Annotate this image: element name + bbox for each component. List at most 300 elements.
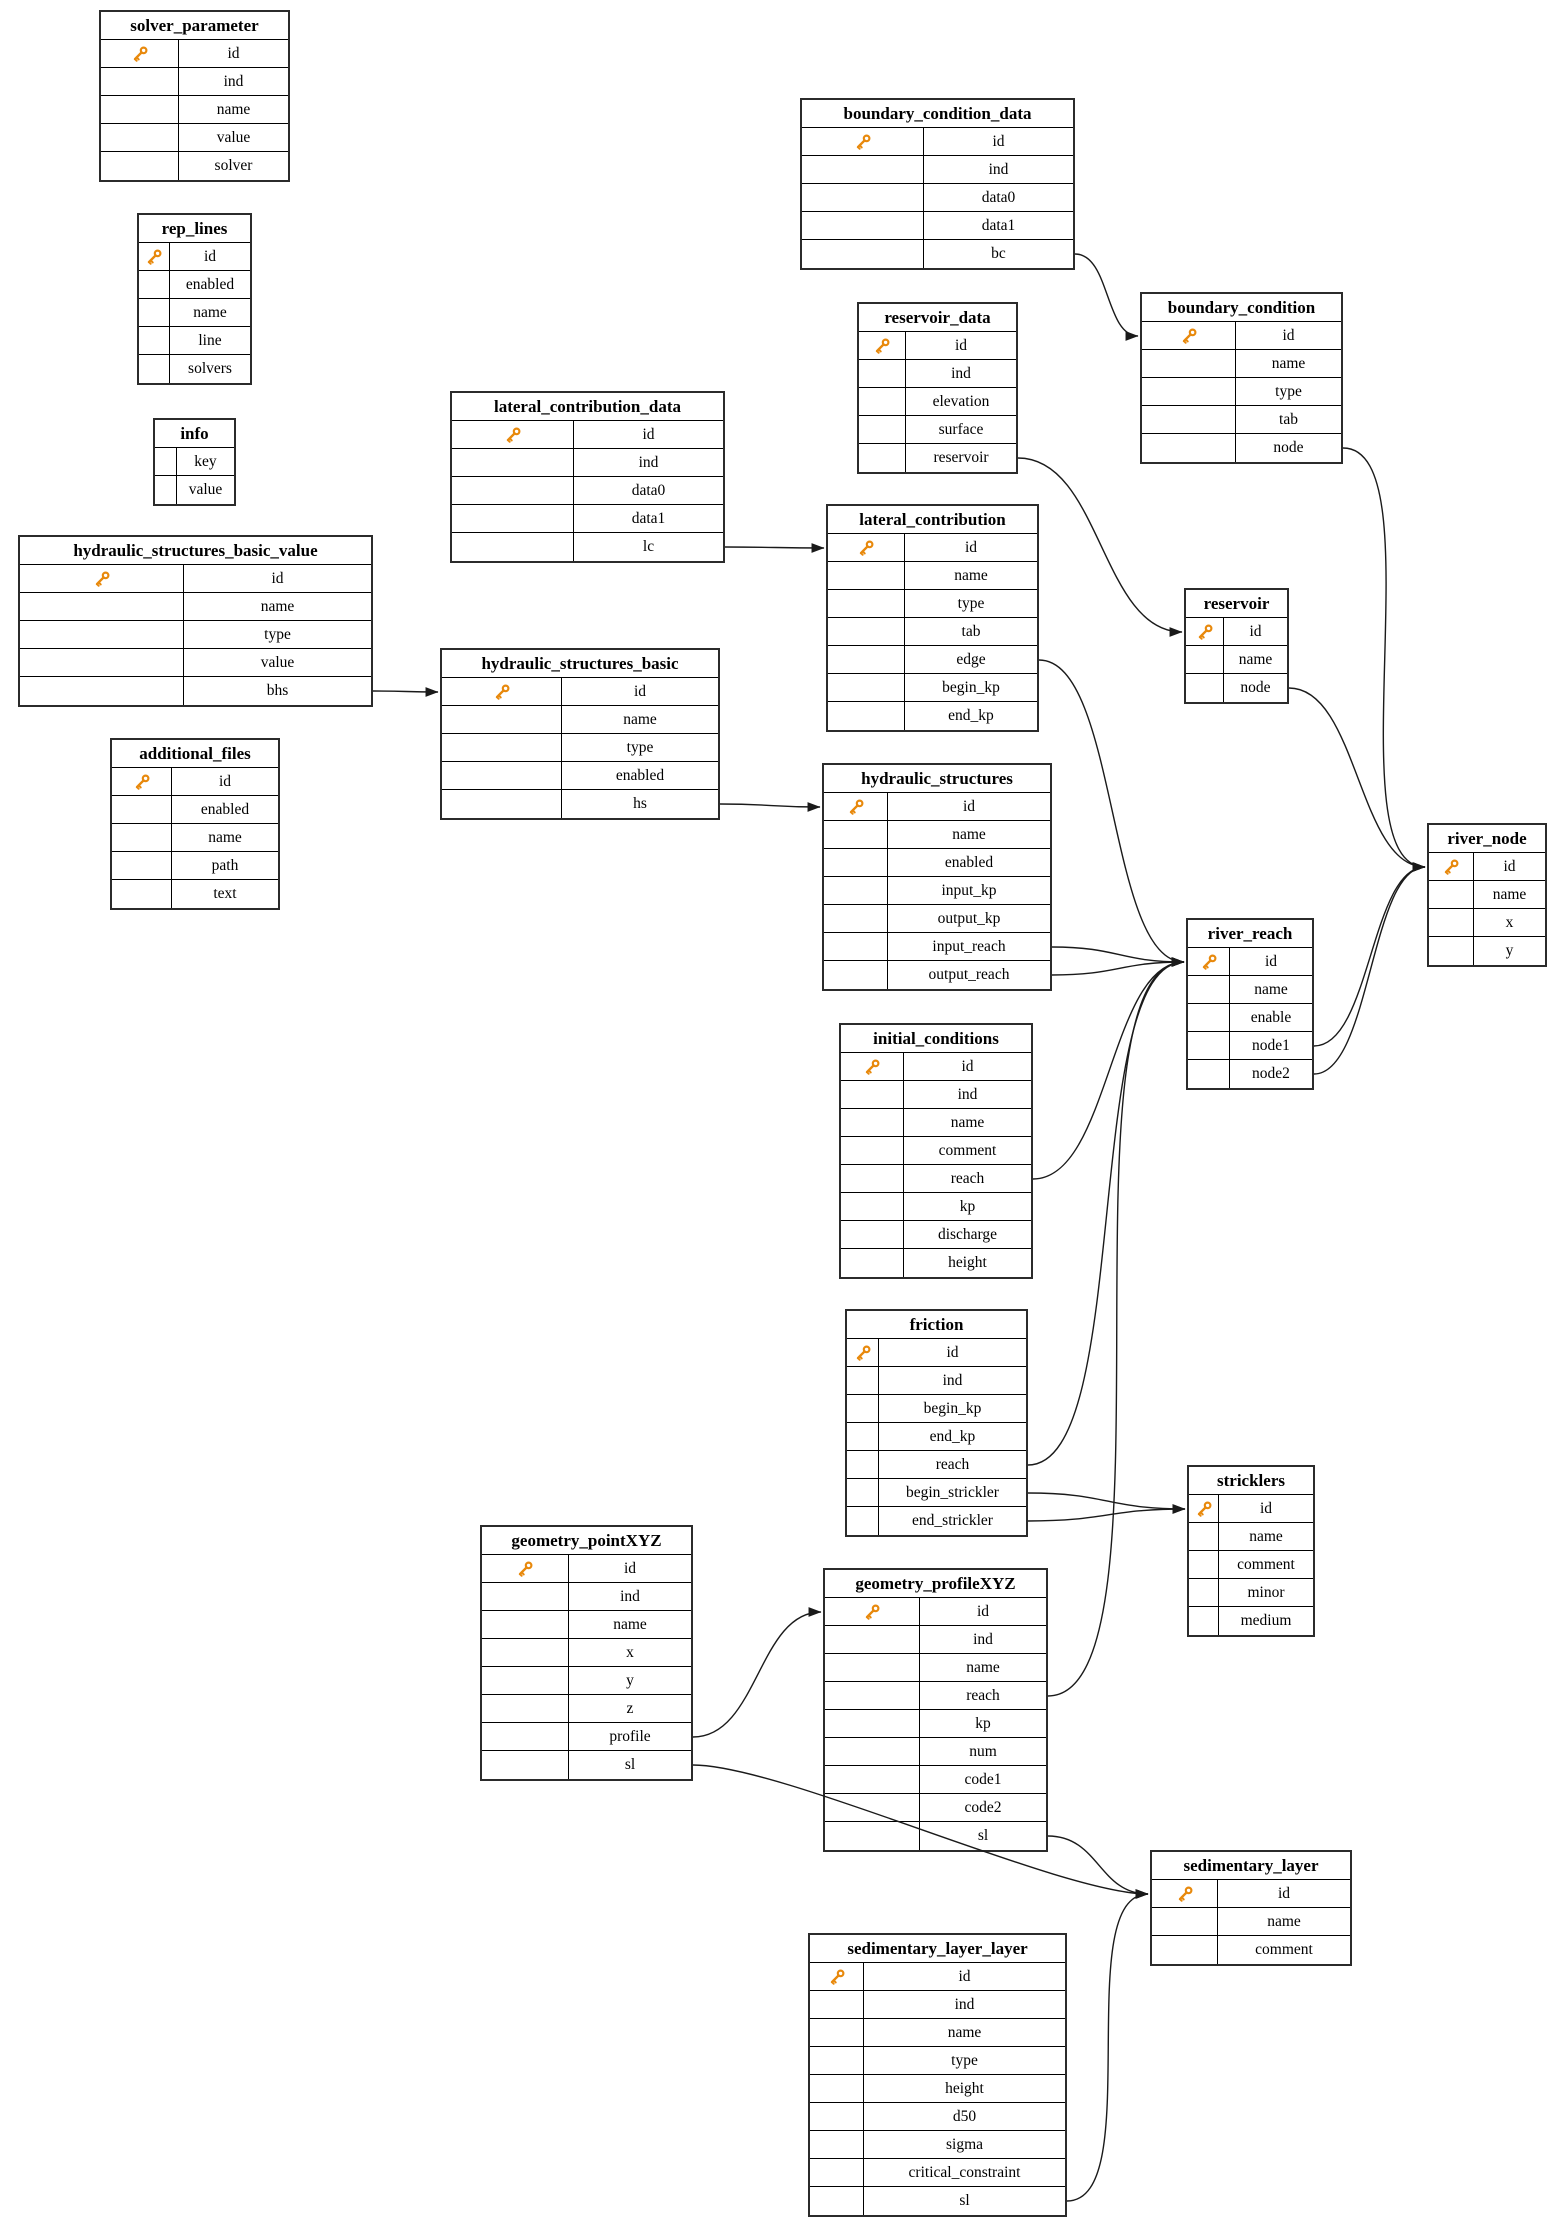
table-geometry_pointXYZ xyxy=(480,1525,693,1781)
field-name-enabled: enabled xyxy=(615,767,665,784)
primary-key-icon xyxy=(1142,322,1236,349)
key-cell-empty xyxy=(859,444,906,472)
field-row-boundary_condition_data-data0 xyxy=(802,184,1073,212)
table-initial_conditions xyxy=(839,1023,1033,1279)
field-name-data1: data1 xyxy=(981,217,1016,234)
field-name-name: name xyxy=(1267,1913,1301,1930)
field-row-reservoir_data-surface xyxy=(859,416,1016,444)
key-cell-empty xyxy=(442,762,562,789)
field-row-friction-reach xyxy=(847,1451,1026,1479)
key-cell-empty xyxy=(824,877,888,904)
table-title-sedimentary_layer: sedimentary_layer xyxy=(1152,1852,1350,1880)
field-row-geometry_pointXYZ-profile xyxy=(482,1723,691,1751)
field-row-lateral_contribution_data-lc xyxy=(452,533,723,561)
table-reservoir xyxy=(1184,588,1289,704)
key-cell-empty xyxy=(482,1695,569,1722)
field-row-geometry_pointXYZ-y xyxy=(482,1667,691,1695)
field-row-stricklers-id xyxy=(1189,1495,1313,1523)
field-row-hydraulic_structures_basic-id xyxy=(442,678,718,706)
table-rep_lines xyxy=(137,213,252,385)
field-name-name: name xyxy=(950,1114,985,1131)
field-row-stricklers-medium xyxy=(1189,1607,1313,1635)
field-name-x: x xyxy=(1505,914,1514,931)
key-cell-empty xyxy=(828,590,905,617)
field-name-id: id xyxy=(946,1344,959,1361)
key-cell-empty xyxy=(825,1822,920,1850)
field-row-friction-begin_strickler xyxy=(847,1479,1026,1507)
key-cell-empty xyxy=(1152,1908,1218,1935)
field-name-node: node xyxy=(1273,439,1304,456)
field-name-code1: code1 xyxy=(964,1771,1002,1788)
field-name-name: name xyxy=(1249,1528,1283,1545)
table-hydraulic_structures_basic_value xyxy=(18,535,373,707)
key-cell-empty xyxy=(442,734,562,761)
field-row-additional_files-name xyxy=(112,824,278,852)
key-cell-empty xyxy=(810,1991,864,2018)
key-cell-empty xyxy=(139,327,170,354)
key-cell-empty xyxy=(824,933,888,960)
primary-key-icon xyxy=(810,1963,864,1990)
field-name-comment: comment xyxy=(1237,1556,1295,1573)
field-row-boundary_condition_data-id xyxy=(802,128,1073,156)
field-row-sedimentary_layer_layer-ind xyxy=(810,1991,1065,2019)
key-cell-empty xyxy=(112,796,172,823)
key-cell-empty xyxy=(112,852,172,879)
field-name-name: name xyxy=(1254,981,1288,998)
field-row-initial_conditions-kp xyxy=(841,1193,1031,1221)
key-cell-empty xyxy=(101,68,179,95)
field-name-kp: kp xyxy=(959,1198,976,1215)
key-cell-empty xyxy=(825,1626,920,1653)
field-name-id: id xyxy=(1259,1500,1273,1517)
table-additional_files xyxy=(110,738,280,910)
primary-key-icon xyxy=(859,332,906,359)
field-row-lateral_contribution_data-id xyxy=(452,421,723,449)
key-cell-empty xyxy=(825,1654,920,1681)
key-glyph xyxy=(828,1968,846,1986)
key-cell-empty xyxy=(1429,909,1474,936)
field-row-hydraulic_structures_basic_value-name xyxy=(20,593,371,621)
field-row-lateral_contribution-name xyxy=(828,562,1037,590)
field-row-boundary_condition-id xyxy=(1142,322,1341,350)
field-row-hydraulic_structures_basic-enabled xyxy=(442,762,718,790)
field-row-initial_conditions-ind xyxy=(841,1081,1031,1109)
key-cell-empty xyxy=(1188,976,1230,1003)
field-row-sedimentary_layer_layer-sl xyxy=(810,2187,1065,2215)
key-cell-empty xyxy=(20,649,184,676)
field-name-medium: medium xyxy=(1240,1612,1292,1629)
field-row-sedimentary_layer_layer-d50 xyxy=(810,2103,1065,2131)
field-row-boundary_condition_data-data1 xyxy=(802,212,1073,240)
field-name-type: type xyxy=(626,739,654,756)
table-title-solver_parameter: solver_parameter xyxy=(101,12,288,40)
primary-key-icon xyxy=(841,1053,904,1080)
field-row-info-value xyxy=(155,476,234,504)
field-name-end_kp: end_kp xyxy=(929,1428,976,1445)
key-glyph xyxy=(1442,858,1460,876)
field-row-river_node-x xyxy=(1429,909,1545,937)
primary-key-icon xyxy=(112,768,172,795)
key-cell-empty xyxy=(482,1667,569,1694)
field-name-type: type xyxy=(957,595,985,612)
field-name-id: id xyxy=(633,683,647,700)
key-cell-empty xyxy=(139,299,170,326)
field-row-reservoir_data-reservoir xyxy=(859,444,1016,472)
key-cell-empty xyxy=(802,184,924,211)
key-cell-empty xyxy=(139,355,170,383)
field-name-name: name xyxy=(947,2024,982,2041)
key-cell-empty xyxy=(859,416,906,443)
key-cell-empty xyxy=(828,618,905,645)
field-name-node2: node2 xyxy=(1252,1065,1290,1082)
fk-edge-reservoir-node-to-river_node xyxy=(1289,688,1425,867)
fk-edge-friction-end_strickler-to-stricklers xyxy=(1028,1509,1185,1521)
field-name-line: line xyxy=(198,332,222,349)
field-name-d50: d50 xyxy=(952,2108,977,2125)
field-row-geometry_pointXYZ-z xyxy=(482,1695,691,1723)
field-name-comment: comment xyxy=(1255,1941,1313,1958)
key-cell-empty xyxy=(101,152,179,180)
key-cell-empty xyxy=(1142,378,1236,405)
field-name-code2: code2 xyxy=(964,1799,1002,1816)
field-name-node: node xyxy=(1240,679,1271,696)
primary-key-icon xyxy=(847,1339,879,1366)
field-row-river_reach-enable xyxy=(1188,1004,1312,1032)
key-glyph xyxy=(516,1560,534,1578)
field-row-reservoir_data-id xyxy=(859,332,1016,360)
field-name-ind: ind xyxy=(638,454,659,471)
key-cell-empty xyxy=(841,1165,904,1192)
table-sedimentary_layer_layer xyxy=(808,1933,1067,2217)
primary-key-icon xyxy=(139,243,170,270)
key-cell-empty xyxy=(112,880,172,908)
field-name-enable: enable xyxy=(1250,1009,1292,1026)
table-title-friction: friction xyxy=(847,1311,1026,1339)
field-row-reservoir-name xyxy=(1186,646,1287,674)
table-geometry_profileXYZ xyxy=(823,1568,1048,1852)
field-name-name: name xyxy=(613,1616,647,1633)
primary-key-icon xyxy=(825,1598,920,1625)
key-cell-empty xyxy=(841,1221,904,1248)
field-row-solver_parameter-id xyxy=(101,40,288,68)
key-cell-empty xyxy=(1152,1936,1218,1964)
key-cell-empty xyxy=(841,1081,904,1108)
field-name-hs: hs xyxy=(633,795,647,812)
key-cell-empty xyxy=(482,1723,569,1750)
key-cell-empty xyxy=(1189,1579,1219,1606)
key-cell-empty xyxy=(847,1395,879,1422)
field-row-geometry_pointXYZ-ind xyxy=(482,1583,691,1611)
field-name-critical_constraint: critical_constraint xyxy=(908,2164,1021,2181)
key-cell-empty xyxy=(452,449,574,476)
key-cell-empty xyxy=(1429,937,1474,965)
key-cell-empty xyxy=(828,702,905,730)
fk-edge-hydraulic_structures_basic-hs-to-hydraulic_structures xyxy=(720,804,820,807)
field-row-river_reach-node1 xyxy=(1188,1032,1312,1060)
field-name-id: id xyxy=(992,133,1005,150)
field-row-geometry_profileXYZ-sl xyxy=(825,1822,1046,1850)
field-name-node1: node1 xyxy=(1252,1037,1290,1054)
field-row-additional_files-text xyxy=(112,880,278,908)
key-glyph xyxy=(131,45,149,63)
field-row-lateral_contribution-type xyxy=(828,590,1037,618)
field-row-friction-end_kp xyxy=(847,1423,1026,1451)
field-row-sedimentary_layer-id xyxy=(1152,1880,1350,1908)
table-river_node xyxy=(1427,823,1547,967)
fk-edge-hydraulic_structures-input_reach-to-river_reach xyxy=(1052,947,1184,962)
key-cell-empty xyxy=(847,1423,879,1450)
field-name-name: name xyxy=(1492,886,1527,903)
field-name-name: name xyxy=(954,567,988,584)
field-row-info-key xyxy=(155,448,234,476)
field-row-river_node-y xyxy=(1429,937,1545,965)
key-cell-empty xyxy=(810,2131,864,2158)
field-name-reservoir: reservoir xyxy=(933,449,989,466)
field-row-lateral_contribution-edge xyxy=(828,646,1037,674)
field-row-lateral_contribution-tab xyxy=(828,618,1037,646)
key-glyph xyxy=(854,1344,872,1362)
field-name-enabled: enabled xyxy=(185,276,235,293)
key-cell-empty xyxy=(825,1794,920,1821)
field-name-id: id xyxy=(1503,858,1516,875)
table-title-geometry_pointXYZ: geometry_pointXYZ xyxy=(482,1527,691,1555)
key-cell-empty xyxy=(824,821,888,848)
field-name-id: id xyxy=(961,1058,974,1075)
field-name-reach: reach xyxy=(966,1687,1000,1704)
table-title-hydraulic_structures_basic: hydraulic_structures_basic xyxy=(442,650,718,678)
field-row-sedimentary_layer_layer-id xyxy=(810,1963,1065,1991)
table-hydraulic_structures xyxy=(822,763,1052,991)
table-lateral_contribution xyxy=(826,504,1039,732)
key-glyph xyxy=(1200,953,1218,971)
key-cell-empty xyxy=(1188,1004,1230,1031)
fk-edge-lateral_contribution-edge-to-river_reach xyxy=(1039,660,1184,962)
primary-key-icon xyxy=(1186,618,1224,645)
field-row-geometry_profileXYZ-num xyxy=(825,1738,1046,1766)
field-name-ind: ind xyxy=(988,161,1009,178)
key-cell-empty xyxy=(101,124,179,151)
field-name-elevation: elevation xyxy=(932,393,990,410)
field-row-solver_parameter-ind xyxy=(101,68,288,96)
field-row-additional_files-id xyxy=(112,768,278,796)
field-name-bc: bc xyxy=(991,245,1006,262)
key-glyph xyxy=(504,426,522,444)
key-cell-empty xyxy=(825,1710,920,1737)
key-cell-empty xyxy=(482,1639,569,1666)
field-row-reservoir_data-elevation xyxy=(859,388,1016,416)
key-glyph xyxy=(1196,623,1214,641)
field-row-boundary_condition-name xyxy=(1142,350,1341,378)
primary-key-icon xyxy=(1189,1495,1219,1522)
key-glyph xyxy=(873,337,891,355)
field-row-reservoir-id xyxy=(1186,618,1287,646)
field-row-initial_conditions-name xyxy=(841,1109,1031,1137)
field-row-boundary_condition-tab xyxy=(1142,406,1341,434)
field-row-river_reach-id xyxy=(1188,948,1312,976)
field-row-stricklers-name xyxy=(1189,1523,1313,1551)
field-row-friction-begin_kp xyxy=(847,1395,1026,1423)
primary-key-icon xyxy=(1152,1880,1218,1907)
fk-edge-hydraulic_structures-output_reach-to-river_reach xyxy=(1052,962,1184,975)
field-name-id: id xyxy=(964,539,978,556)
field-name-sl: sl xyxy=(959,2192,970,2209)
field-name-id: id xyxy=(227,45,240,62)
key-cell-empty xyxy=(452,477,574,504)
field-row-additional_files-enabled xyxy=(112,796,278,824)
field-name-name: name xyxy=(193,304,227,321)
table-title-info: info xyxy=(155,420,234,448)
field-row-stricklers-minor xyxy=(1189,1579,1313,1607)
field-row-hydraulic_structures_basic-type xyxy=(442,734,718,762)
key-cell-empty xyxy=(20,621,184,648)
field-row-lateral_contribution_data-data1 xyxy=(452,505,723,533)
field-row-river_reach-name xyxy=(1188,976,1312,1004)
field-row-sedimentary_layer-name xyxy=(1152,1908,1350,1936)
table-boundary_condition xyxy=(1140,292,1343,464)
field-name-id: id xyxy=(1249,623,1262,640)
field-name-data0: data0 xyxy=(981,189,1016,206)
field-row-friction-ind xyxy=(847,1367,1026,1395)
table-title-boundary_condition: boundary_condition xyxy=(1142,294,1341,322)
field-name-begin_kp: begin_kp xyxy=(923,1400,982,1417)
field-name-ind: ind xyxy=(223,73,244,90)
table-title-lateral_contribution: lateral_contribution xyxy=(828,506,1037,534)
field-row-geometry_pointXYZ-id xyxy=(482,1555,691,1583)
primary-key-icon xyxy=(802,128,924,155)
key-cell-empty xyxy=(1189,1551,1219,1578)
key-cell-empty xyxy=(482,1751,569,1779)
key-cell-empty xyxy=(841,1109,904,1136)
field-name-id: id xyxy=(1277,1885,1291,1902)
key-cell-empty xyxy=(1186,674,1224,702)
field-row-sedimentary_layer_layer-critical_constraint xyxy=(810,2159,1065,2187)
field-name-id: id xyxy=(271,570,284,587)
key-cell-empty xyxy=(824,961,888,989)
field-name-begin_strickler: begin_strickler xyxy=(906,1484,999,1501)
table-title-hydraulic_structures: hydraulic_structures xyxy=(824,765,1050,793)
field-row-stricklers-comment xyxy=(1189,1551,1313,1579)
key-cell-empty xyxy=(810,2047,864,2074)
table-stricklers xyxy=(1187,1465,1315,1637)
fk-edge-geometry_pointXYZ-profile-to-geometry_profileXYZ xyxy=(693,1612,821,1737)
field-row-solver_parameter-name xyxy=(101,96,288,124)
table-title-reservoir: reservoir xyxy=(1186,590,1287,618)
key-cell-empty xyxy=(112,824,172,851)
field-row-reservoir_data-ind xyxy=(859,360,1016,388)
field-name-ind: ind xyxy=(973,1631,993,1648)
field-row-friction-end_strickler xyxy=(847,1507,1026,1535)
field-row-solver_parameter-value xyxy=(101,124,288,152)
field-name-value: value xyxy=(188,481,223,498)
key-cell-empty xyxy=(847,1507,879,1535)
field-row-boundary_condition_data-bc xyxy=(802,240,1073,268)
key-cell-empty xyxy=(841,1249,904,1277)
fk-edge-friction-begin_strickler-to-stricklers xyxy=(1028,1493,1185,1509)
field-row-sedimentary_layer_layer-type xyxy=(810,2047,1065,2075)
key-cell-empty xyxy=(1142,350,1236,377)
key-cell-empty xyxy=(825,1766,920,1793)
field-row-geometry_profileXYZ-code2 xyxy=(825,1794,1046,1822)
field-row-hydraulic_structures_basic_value-value xyxy=(20,649,371,677)
field-name-input_kp: input_kp xyxy=(941,882,997,899)
field-row-initial_conditions-id xyxy=(841,1053,1031,1081)
field-row-rep_lines-name xyxy=(139,299,250,327)
field-row-initial_conditions-reach xyxy=(841,1165,1031,1193)
table-title-initial_conditions: initial_conditions xyxy=(841,1025,1031,1053)
field-name-z: z xyxy=(626,1700,634,1717)
table-solver_parameter xyxy=(99,10,290,182)
field-row-geometry_profileXYZ-code1 xyxy=(825,1766,1046,1794)
key-cell-empty xyxy=(847,1479,879,1506)
field-row-hydraulic_structures-input_kp xyxy=(824,877,1050,905)
key-cell-empty xyxy=(155,476,177,504)
field-row-lateral_contribution_data-ind xyxy=(452,449,723,477)
table-title-hydraulic_structures_basic_value: hydraulic_structures_basic_value xyxy=(20,537,371,565)
field-name-sigma: sigma xyxy=(945,2136,984,2153)
field-name-ind: ind xyxy=(954,1996,975,2013)
field-name-num: num xyxy=(969,1743,997,1760)
primary-key-icon xyxy=(20,565,184,592)
key-cell-empty xyxy=(802,156,924,183)
fk-edge-hydraulic_structures_basic_value-bhs-to-hydraulic_structures_basic xyxy=(373,691,438,692)
key-glyph xyxy=(847,798,865,816)
field-name-bhs: bhs xyxy=(266,682,289,699)
field-row-geometry_profileXYZ-reach xyxy=(825,1682,1046,1710)
primary-key-icon xyxy=(824,793,888,820)
table-title-boundary_condition_data: boundary_condition_data xyxy=(802,100,1073,128)
key-cell-empty xyxy=(20,593,184,620)
field-name-output_reach: output_reach xyxy=(928,966,1010,983)
key-cell-empty xyxy=(1189,1523,1219,1550)
field-name-solver: solver xyxy=(214,157,253,174)
field-row-hydraulic_structures-output_kp xyxy=(824,905,1050,933)
field-name-id: id xyxy=(962,798,976,815)
field-name-enabled: enabled xyxy=(944,854,994,871)
table-info xyxy=(153,418,236,506)
key-cell-empty xyxy=(442,790,562,818)
fk-edge-reservoir_data-reservoir-to-reservoir xyxy=(1018,458,1182,632)
key-cell-empty xyxy=(847,1367,879,1394)
key-cell-empty xyxy=(810,2075,864,2102)
key-glyph xyxy=(93,570,111,588)
key-glyph xyxy=(1176,1885,1194,1903)
primary-key-icon xyxy=(1429,853,1474,880)
field-row-lateral_contribution-id xyxy=(828,534,1037,562)
primary-key-icon xyxy=(442,678,562,705)
field-name-id: id xyxy=(203,248,217,265)
field-row-geometry_pointXYZ-name xyxy=(482,1611,691,1639)
key-cell-empty xyxy=(101,96,179,123)
field-name-x: x xyxy=(626,1644,634,1661)
key-cell-empty xyxy=(1429,881,1474,908)
key-glyph xyxy=(493,683,511,701)
field-name-profile: profile xyxy=(609,1728,651,1745)
field-name-output_kp: output_kp xyxy=(937,910,1001,927)
key-cell-empty xyxy=(1142,434,1236,462)
field-name-lc: lc xyxy=(642,538,655,555)
fk-edge-boundary_condition_data-bc-to-boundary_condition xyxy=(1075,254,1138,336)
table-title-reservoir_data: reservoir_data xyxy=(859,304,1016,332)
table-title-rep_lines: rep_lines xyxy=(139,215,250,243)
field-name-name: name xyxy=(260,598,295,615)
key-cell-empty xyxy=(1142,406,1236,433)
primary-key-icon xyxy=(452,421,574,448)
key-glyph xyxy=(1195,1500,1213,1518)
key-glyph xyxy=(863,1058,881,1076)
field-name-end_strickler: end_strickler xyxy=(912,1512,993,1529)
key-glyph xyxy=(857,539,875,557)
field-name-path: path xyxy=(211,857,239,874)
